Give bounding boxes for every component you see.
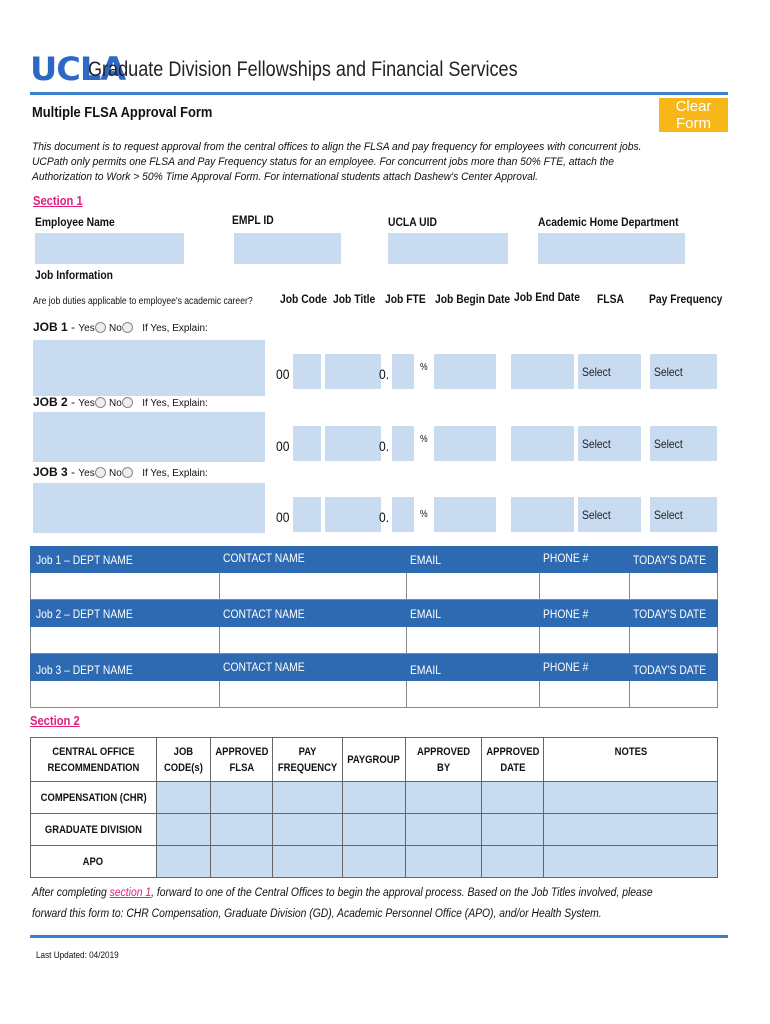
- job3-code-prefix: 00: [276, 509, 290, 525]
- todays-date: TODAY'S DATE: [633, 663, 707, 677]
- col-job-title: Job Title: [333, 292, 376, 306]
- job1-label: JOB 1: [33, 320, 68, 334]
- dept-name: Job 3 – DEPT NAME: [36, 663, 133, 677]
- home-dept-field[interactable]: [538, 233, 685, 264]
- job2-code-field[interactable]: [293, 426, 321, 461]
- job3-flsa-value: Select: [582, 508, 611, 522]
- job1-code-prefix: 00: [276, 366, 290, 382]
- job1-pay-select[interactable]: [650, 354, 717, 389]
- job3-no-radio[interactable]: [122, 467, 133, 478]
- job2-pct: %: [420, 434, 428, 445]
- header-approved-flsa: APPROVED FLSA: [210, 738, 273, 782]
- job3-title-field[interactable]: [325, 497, 381, 532]
- email: EMAIL: [410, 553, 441, 567]
- home-dept-label: Academic Home Department: [538, 215, 679, 229]
- job3-end-date-field[interactable]: [511, 497, 574, 532]
- input-cell[interactable]: [405, 814, 481, 846]
- job2-yes-radio[interactable]: [95, 397, 106, 408]
- dept-row-job2[interactable]: [30, 627, 718, 654]
- header-notes: NOTES: [544, 738, 718, 782]
- col-end-date: Job End Date: [514, 290, 580, 304]
- job3-row-header: [33, 465, 208, 479]
- job1-yes-label: Yes: [78, 323, 95, 334]
- col-flsa: FLSA: [597, 292, 624, 306]
- todays-date: TODAY'S DATE: [633, 553, 707, 567]
- job1-fte-field[interactable]: [392, 354, 414, 389]
- job2-label: JOB 2: [33, 395, 68, 409]
- input-cell[interactable]: [156, 782, 210, 814]
- dept-bar-job2: [30, 600, 718, 627]
- header-paygroup: PAYGROUP: [343, 738, 405, 782]
- job2-pay-select[interactable]: [650, 426, 717, 461]
- input-cell[interactable]: [544, 814, 718, 846]
- input-cell[interactable]: [481, 782, 544, 814]
- dept-name: Job 2 – DEPT NAME: [36, 607, 133, 621]
- header-approved-date: APPROVED DATE: [481, 738, 544, 782]
- input-cell[interactable]: [273, 814, 343, 846]
- input-cell[interactable]: [210, 814, 273, 846]
- phone: PHONE #: [543, 607, 589, 621]
- job2-explain-field[interactable]: [33, 412, 265, 462]
- table-row: [31, 782, 718, 814]
- job3-begin-date-field[interactable]: [434, 497, 496, 532]
- last-updated: Last Updated: 04/2019: [36, 950, 119, 961]
- job-information-label: Job Information: [35, 268, 113, 282]
- input-cell[interactable]: [481, 846, 544, 878]
- intro-text: This document is to request approval from the central offices to align the FLSA and pay frequency for employees with concurrent jobs. UCPath only permits one FLSA and Pay Frequency status for an employee. For concurrent jobs more than 50% FTE, attach the Authorization to Work > 50% Time Approval Form. For international students attach Dashew's Center Approval.: [32, 141, 642, 183]
- input-cell[interactable]: [273, 846, 343, 878]
- input-cell[interactable]: [343, 846, 405, 878]
- job3-pay-value: Select: [654, 508, 683, 522]
- job1-flsa-select[interactable]: [578, 354, 641, 389]
- col-job-code: Job Code: [280, 292, 328, 306]
- empl-id-label: EMPL ID: [232, 213, 274, 227]
- job2-begin-date-field[interactable]: [434, 426, 496, 461]
- job1-end-date-field[interactable]: [511, 354, 574, 389]
- dept-bar-job3: [30, 654, 718, 681]
- table-row: [31, 814, 718, 846]
- job2-explain-label: If Yes, Explain:: [142, 398, 208, 409]
- section2-label: Section 2: [30, 713, 80, 728]
- section1-link[interactable]: section 1: [109, 887, 152, 899]
- section2-header-row: [31, 738, 718, 782]
- row-label-graduate-division: GRADUATE DIVISION: [31, 814, 157, 846]
- job2-title-field[interactable]: [325, 426, 381, 461]
- input-cell[interactable]: [343, 782, 405, 814]
- job1-pay-value: Select: [654, 365, 683, 379]
- job3-dash: -: [71, 465, 76, 479]
- job1-flsa-value: Select: [582, 365, 611, 379]
- input-cell[interactable]: [405, 846, 481, 878]
- job2-fte-prefix: 0.: [379, 438, 390, 454]
- input-cell[interactable]: [544, 846, 718, 878]
- job1-explain-label: If Yes, Explain:: [142, 323, 208, 334]
- input-cell[interactable]: [156, 814, 210, 846]
- ucla-uid-label: UCLA UID: [388, 215, 437, 229]
- ucla-uid-field[interactable]: [388, 233, 508, 264]
- row-label-compensation: COMPENSATION (CHR): [31, 782, 157, 814]
- job2-end-date-field[interactable]: [511, 426, 574, 461]
- input-cell[interactable]: [481, 814, 544, 846]
- job2-pay-value: Select: [654, 437, 683, 451]
- dept-row-job1[interactable]: [30, 573, 718, 600]
- outro-text: [32, 883, 662, 925]
- job3-explain-field[interactable]: [33, 483, 265, 533]
- phone: PHONE #: [543, 551, 589, 565]
- contact-name: CONTACT NAME: [223, 551, 305, 565]
- job1-dash: -: [71, 320, 76, 334]
- col-pay-frequency: Pay Frequency: [649, 292, 723, 306]
- job3-no-label: No: [109, 468, 122, 479]
- job2-dash: -: [71, 395, 76, 409]
- header-title: Graduate Division Fellowships and Financial Services: [88, 58, 518, 81]
- outro-after: , forward to one of the Central Offices to begin the approval process. Based on the Job Titles involved, please forward this form to: CHR Compensation, Graduate Division (GD), Academic Personnel Office (APO), and/or Health System.: [32, 887, 653, 920]
- job2-fte-field[interactable]: [392, 426, 414, 461]
- col-begin-date: Job Begin Date: [435, 292, 511, 306]
- section2-table: [30, 737, 718, 878]
- ucla-logo: UCLA: [30, 50, 126, 88]
- job3-yes-label: Yes: [78, 468, 95, 479]
- job1-title-field[interactable]: [325, 354, 381, 389]
- job1-fte-prefix: 0.: [379, 366, 390, 382]
- header-approved-by: APPROVED BY: [405, 738, 481, 782]
- job3-fte-field[interactable]: [392, 497, 414, 532]
- contact-name: CONTACT NAME: [223, 660, 305, 674]
- job3-flsa-select[interactable]: [578, 497, 641, 532]
- employee-name-field[interactable]: [35, 233, 184, 264]
- job1-pct: %: [420, 362, 428, 373]
- section1-label: Section 1: [33, 193, 83, 208]
- job3-pay-select[interactable]: [650, 497, 717, 532]
- job2-yes-label: Yes: [78, 398, 95, 409]
- job1-row-header: [33, 320, 208, 334]
- footer-rule: [30, 935, 728, 938]
- dept-bar-job1: [30, 546, 718, 573]
- input-cell[interactable]: [210, 782, 273, 814]
- job1-no-radio[interactable]: [122, 322, 133, 333]
- employee-name-label: Employee Name: [35, 215, 115, 229]
- input-cell[interactable]: [343, 814, 405, 846]
- input-cell[interactable]: [210, 846, 273, 878]
- job2-no-label: No: [109, 398, 122, 409]
- header-central-office: CENTRAL OFFICE RECOMMENDATION: [31, 738, 157, 782]
- job1-no-label: No: [109, 323, 122, 334]
- contact-name: CONTACT NAME: [223, 607, 305, 621]
- input-cell[interactable]: [544, 782, 718, 814]
- clear-form-button[interactable]: Clear Form: [659, 98, 728, 132]
- input-cell[interactable]: [273, 782, 343, 814]
- job3-yes-radio[interactable]: [95, 467, 106, 478]
- job3-explain-label: If Yes, Explain:: [142, 468, 208, 479]
- outro-before: After completing: [32, 887, 110, 899]
- form-title: Multiple FLSA Approval Form: [32, 104, 213, 121]
- email: EMAIL: [410, 607, 441, 621]
- job1-code-field[interactable]: [293, 354, 321, 389]
- dept-name: Job 1 – DEPT NAME: [36, 553, 133, 567]
- phone: PHONE #: [543, 660, 589, 674]
- job2-row-header: [33, 395, 208, 409]
- header-job-codes: JOB CODE(s): [156, 738, 210, 782]
- table-row: [31, 846, 718, 878]
- job1-explain-field[interactable]: [33, 340, 265, 396]
- job2-flsa-select[interactable]: [578, 426, 641, 461]
- todays-date: TODAY'S DATE: [633, 607, 707, 621]
- empl-id-field[interactable]: [234, 233, 341, 264]
- row-label-apo: APO: [31, 846, 157, 878]
- job1-begin-date-field[interactable]: [434, 354, 496, 389]
- email: EMAIL: [410, 663, 441, 677]
- col-job-fte: Job FTE: [385, 292, 426, 306]
- duties-question: Are job duties applicable to employee's academic career?: [33, 296, 253, 307]
- job2-flsa-value: Select: [582, 437, 611, 451]
- dept-row-job3[interactable]: [30, 681, 718, 708]
- job1-yes-radio[interactable]: [95, 322, 106, 333]
- job3-pct: %: [420, 509, 428, 520]
- job2-no-radio[interactable]: [122, 397, 133, 408]
- job3-label: JOB 3: [33, 465, 68, 479]
- input-cell[interactable]: [405, 782, 481, 814]
- input-cell[interactable]: [156, 846, 210, 878]
- header-rule: [30, 92, 728, 95]
- header-pay-frequency: PAY FREQUENCY: [273, 738, 343, 782]
- job3-code-field[interactable]: [293, 497, 321, 532]
- job3-fte-prefix: 0.: [379, 509, 390, 525]
- job2-code-prefix: 00: [276, 438, 290, 454]
